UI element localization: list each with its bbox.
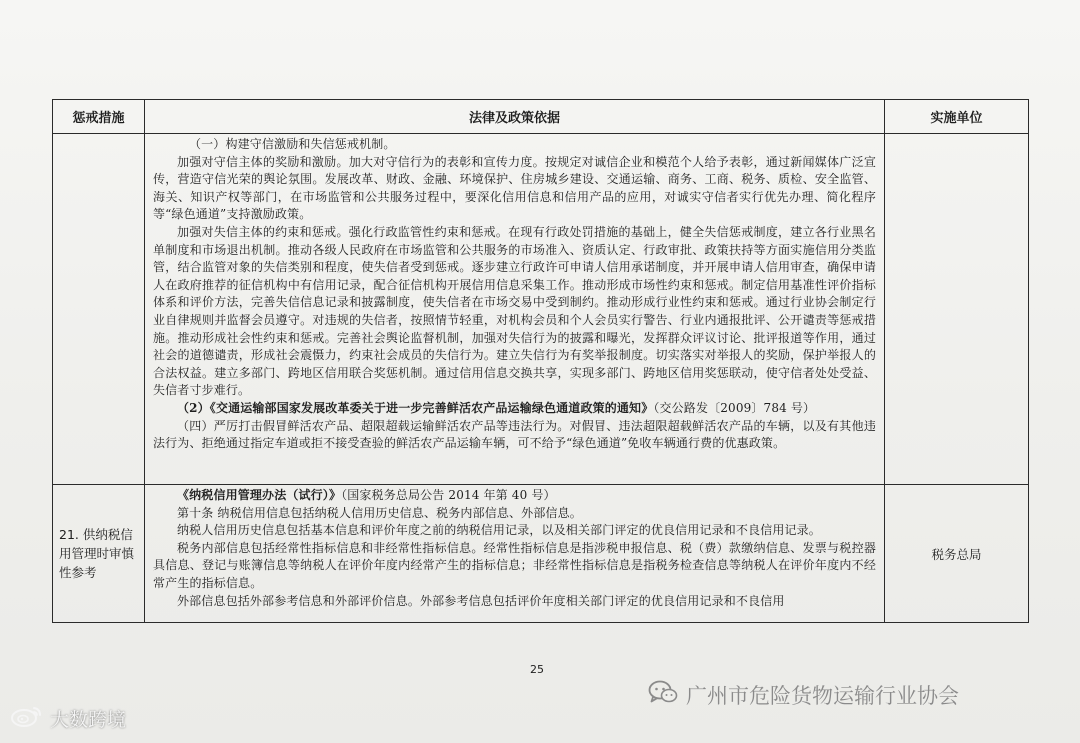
weibo-icon xyxy=(10,704,44,733)
doc-title: （2）《交通运输部国家发展改革委关于进一步完善鲜活农产品运输绿色通道政策的通知》 xyxy=(177,400,654,415)
paragraph: 税务内部信息包括经常性指标信息和非经常性指标信息。经常性指标信息是指涉税申报信息、税（费）款缴纳信息、发票与税控器具信息、登记与账簿信息等纳税人在评价年度内经常产生的指标信息；非经常性指标信息是指税务检查信息等纳税人在评价年度内不经常产生的指标信息。 xyxy=(153,540,876,590)
paragraph: 加强对守信主体的奖励和激励。加大对守信行为的表彰和宣传力度。按规定对诚信企业和模范个人给予表彰，通过新闻媒体广泛宣传，营造守信光荣的舆论氛围。发展改革、财政、金融、环境保护、住房城乡建设、交通运输、商务、工商、税务、质检、安全监管、海关、知识产权等部门，在市场监管和公共服务过程中，要深化信用信息和信用产品的应用，对诚实守信者实行优先办理、简化程序等“绿色通道”支持激励政策。 xyxy=(153,154,876,222)
watermark-text: 广州市危险货物运输行业协会 xyxy=(686,683,959,708)
doc-number: （国家税务总局公告 2014 年第 40 号） xyxy=(341,488,556,502)
basis-cell xyxy=(145,134,885,485)
doc-title: 《纳税信用管理办法（试行）》 xyxy=(177,488,342,502)
paragraph: 加强对失信主体的约束和惩戒。强化行政监管性约束和惩戒。在现有行政处罚措施的基础上，健全失信惩戒制度，建立各行业黑名单制度和市场退出机制。推动各级人民政府在市场监管和公共服务的市场准入、资质认定、行政审批、政策扶持等方面实施信用分类监管，结合监管对象的失信类别和程度，使失信者受到惩戒。逐步建立行政许可申请人信用承诺制度，并开展申请人信用审查，确保申请人在政府推荐的征信机构中有信用记录，配合征信机构开展信用信息采集工作。推动形成市场性约束和惩戒。制定信用基准性评价指标体系和评价方法，完善失信信息记录和披露制度，使失信者在市场交易中受到制约。推动形成行业性约束和惩戒。通过行业协会制定行业自律规则并监督会员遵守。对违规的失信者，按照情节轻重，对机构会员和个人会员实行警告、行业内通报批评、公开谴责等惩戒措施。推动形成社会性约束和惩戒。完善社会舆论监督机制，加强对失信行为的披露和曝光，发挥群众评议讨论、批评报道等作用，通过社会的道德谴责，形成社会震慑力，约束社会成员的失信行为。建立失信行为有奖举报制度。切实落实对举报人的奖励，保护举报人的合法权益。建立多部门、跨地区信用联合奖惩机制。通过信用信息交换共享，实现多部门、跨地区信用奖惩联动，使守信者处处受益、失信者寸步难行。 xyxy=(153,224,876,398)
measure-cell: 21. 供纳税信用管理时审慎性参考 xyxy=(53,485,145,623)
doc-reference xyxy=(153,400,876,418)
measure-cell-empty xyxy=(53,134,145,485)
header-measure: 惩戒措施 xyxy=(53,100,145,134)
doc-reference xyxy=(153,487,876,505)
header-unit: 实施单位 xyxy=(885,100,1029,134)
doc-number: （交公路发〔2009〕784 号） xyxy=(653,400,816,415)
paragraph: 第十条 纳税信用信息包括纳税人信用历史信息、税务内部信息、外部信息。 xyxy=(177,505,582,520)
watermark-association xyxy=(648,679,959,710)
table-row xyxy=(53,134,1029,485)
paragraph: 纳税人信用历史信息包括基本信息和评价年度之前的纳税信用记录，以及相关部门评定的优良信用记录和不良信用记录。 xyxy=(177,523,821,538)
page-number: 25 xyxy=(530,663,544,676)
paragraph: 外部信息包括外部参考信息和外部评价信息。外部参考信息包括评价年度相关部门评定的优良信用记录和不良信用 xyxy=(177,593,785,608)
paragraph: （四）严厉打击假冒鲜活农产品、超限超载运输鲜活农产品等违法行为。对假冒、违法超限超载鲜活农产品的车辆，以及有其他违法行为、拒绝通过指定车道或拒不接受查验的鲜活农产品运输车辆，可不给予“绿色通道”免收车辆通行费的优惠政策。 xyxy=(153,418,876,451)
table-row xyxy=(53,485,1029,623)
paragraph: （一）构建守信激励和失信惩戒机制。 xyxy=(189,137,396,151)
header-basis: 法律及政策依据 xyxy=(145,100,885,134)
policy-table xyxy=(52,99,1029,623)
table-header-row xyxy=(53,100,1029,134)
unit-cell: 税务总局 xyxy=(885,485,1029,623)
watermark-text: 大数跨境 xyxy=(50,709,127,731)
unit-cell-empty xyxy=(885,134,1029,485)
basis-cell xyxy=(145,485,885,623)
watermark-source xyxy=(10,704,126,733)
wechat-icon xyxy=(648,679,678,710)
